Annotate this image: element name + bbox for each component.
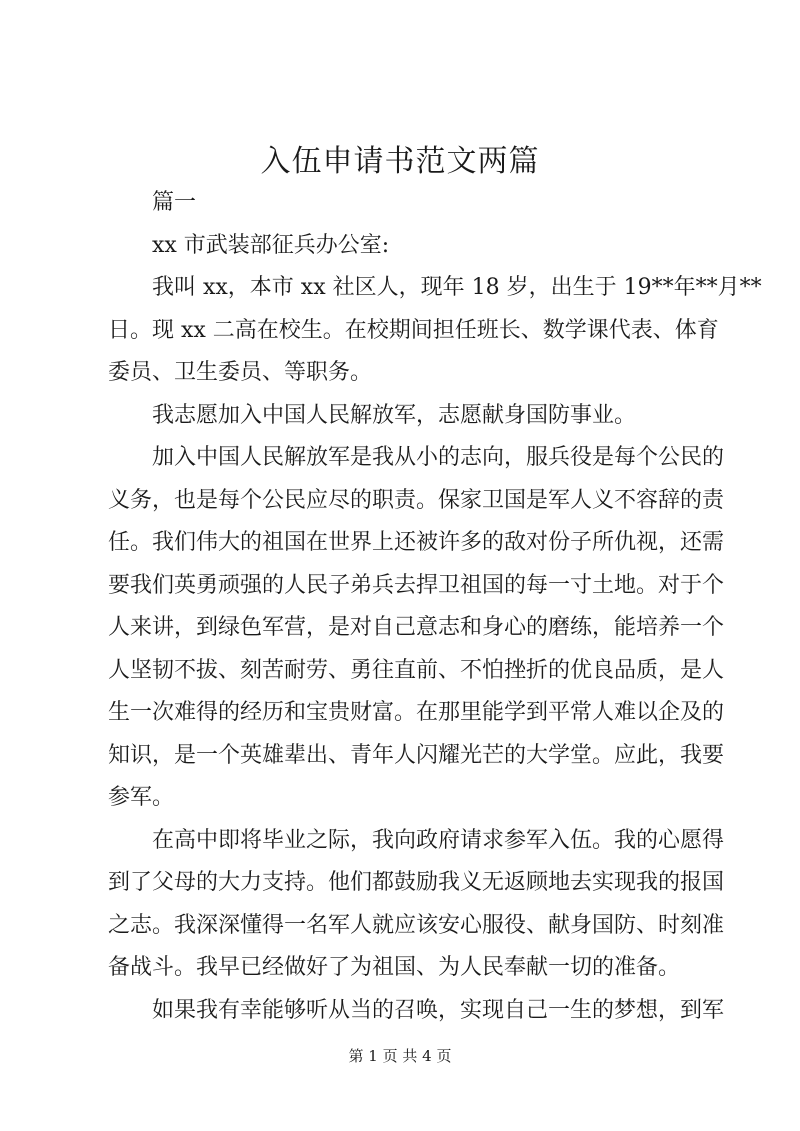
- text-line: 要我们英勇顽强的人民子弟兵去捍卫祖国的每一寸土地。对于个: [108, 572, 725, 598]
- text-line: 委员、卫生委员、等职务。: [108, 360, 373, 385]
- text-line: 任。我们伟大的祖国在世界上还被许多的敌对份子所仇视，还需: [108, 530, 725, 555]
- text-line: 人来讲，到绿色军营，是对自己意志和身心的磨练，能培养一个: [108, 615, 725, 640]
- text-line: 加入中国人民解放军是我从小的志向，服兵役是每个公民的: [152, 445, 725, 470]
- document-title: 入伍申请书范文两篇: [260, 144, 540, 179]
- text-line: 如果我有幸能够听从当的召唤，实现自己一生的梦想，到军: [152, 997, 725, 1023]
- text-line: 我叫 xx，本市 xx 社区人，现年 18 岁，出生于 19**年**月**: [152, 275, 762, 300]
- text-line: xx 市武装部征兵办公室:: [152, 232, 390, 258]
- text-line: 备战斗。我早已经做好了为祖国、为人民奉献一切的准备。: [108, 955, 681, 980]
- text-line: 之志。我深深懂得一名军人就应该安心服役、献身国防、时刻准: [108, 912, 725, 938]
- document-body: [108, 182, 762, 1032]
- text-line: 在高中即将毕业之际，我向政府请求参军入伍。我的心愿得: [152, 827, 725, 853]
- text-line: 篇一: [152, 190, 197, 215]
- text-line: 我志愿加入中国人民解放军，志愿献身国防事业。: [152, 402, 637, 428]
- text-line: 知识，是一个英雄辈出、青年人闪耀光芒的大学堂。应此，我要: [108, 742, 725, 768]
- text-line: 人坚韧不拔、刻苦耐劳、勇往直前、不怕挫折的优良品质，是人: [108, 657, 725, 683]
- text-line: 日。现 xx 二高在校生。在校期间担任班长、数学课代表、体育: [108, 317, 719, 343]
- text-line: 生一次难得的经历和宝贵财富。在那里能学到平常人难以企及的: [108, 700, 725, 725]
- text-line: 参军。: [108, 785, 175, 810]
- text-line: 到了父母的大力支持。他们都鼓励我义无返顾地去实现我的报国: [108, 870, 725, 895]
- page-number: 第 1 页 共 4 页: [348, 1047, 452, 1065]
- text-line: 义务，也是每个公民应尽的职责。保家卫国是军人义不容辞的责: [108, 487, 725, 513]
